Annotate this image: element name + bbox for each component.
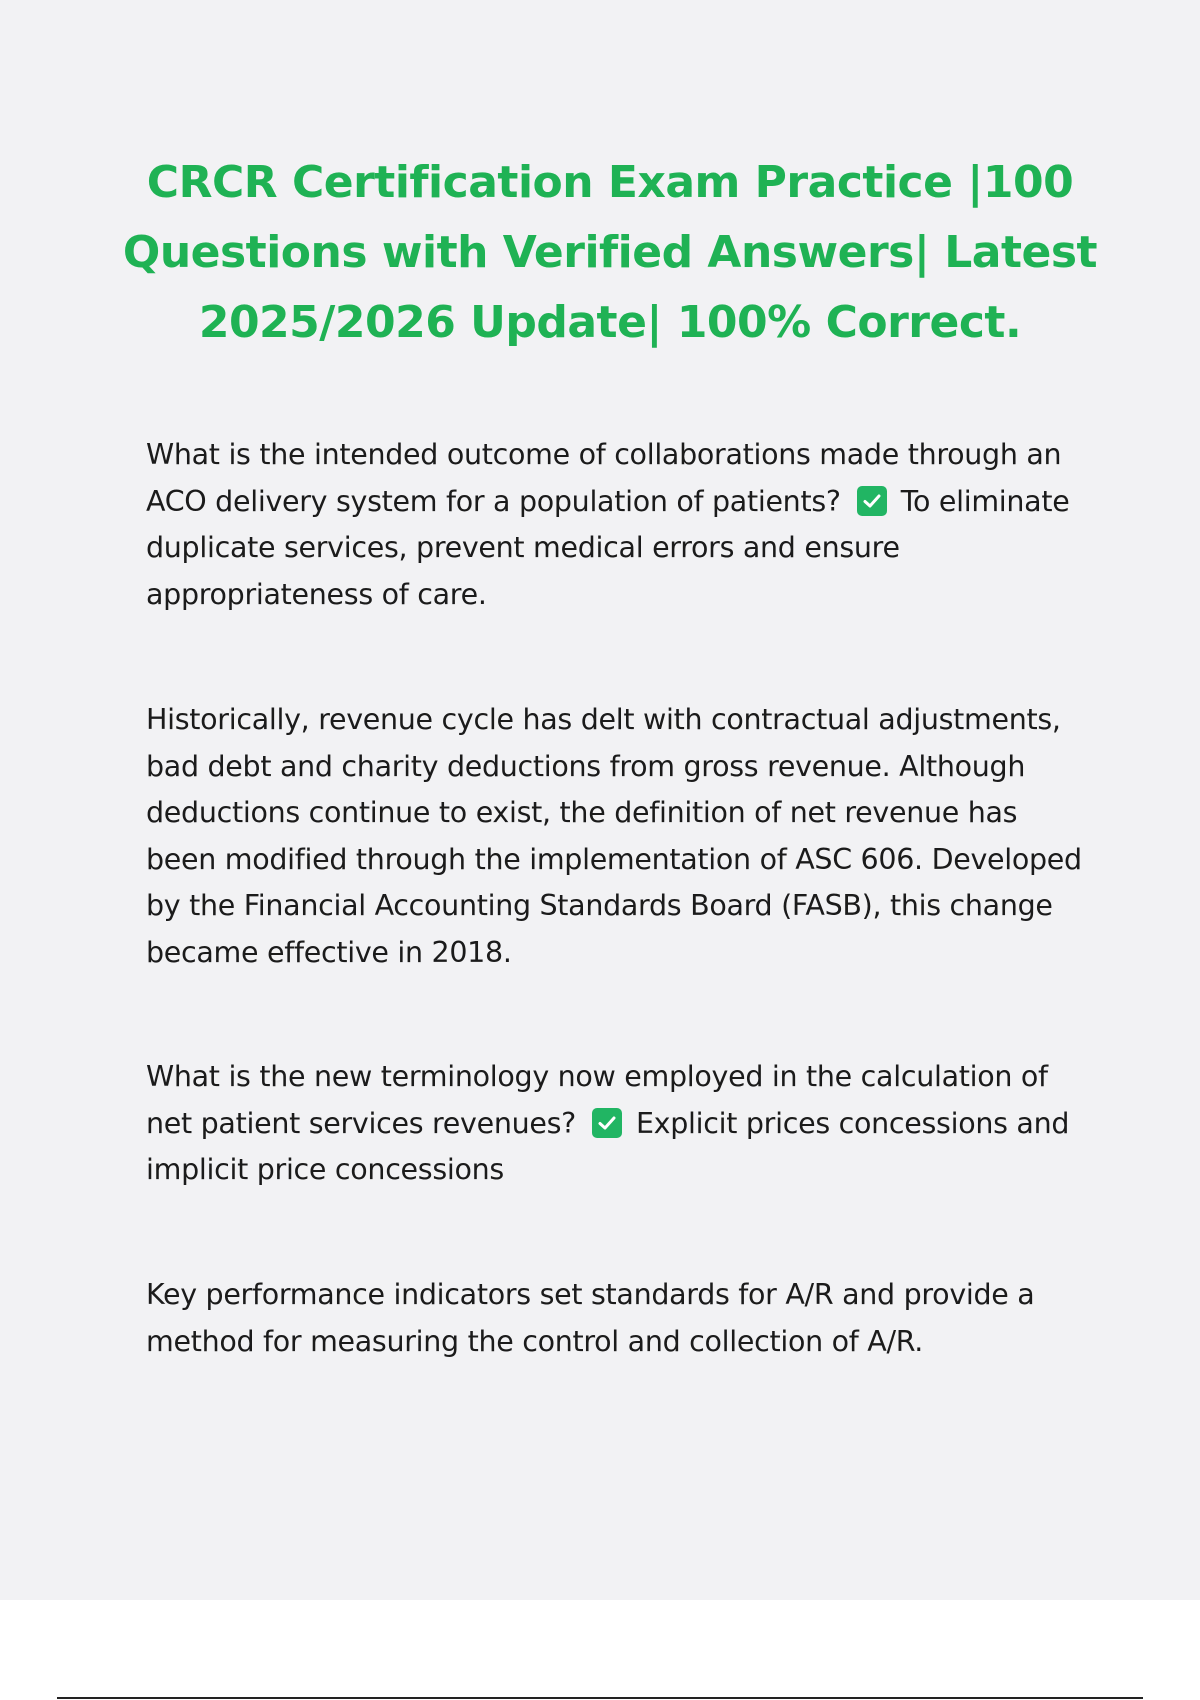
info-text: Key performance indicators set standards for A/R and provide a method for measuring the control and collection of A/R. — [146, 1278, 1035, 1358]
qa-item-aco-outcome — [146, 432, 1086, 618]
check-mark-button-icon — [857, 486, 887, 516]
question-text: What is the intended outcome of collaborations made through an ACO delivery system for a population of patients? — [146, 438, 1062, 518]
qa-item-net-revenue-terminology — [146, 1054, 1086, 1194]
info-item-kpi — [146, 1272, 1086, 1365]
info-item-asc-606 — [146, 697, 1086, 976]
footer-divider — [57, 1697, 1143, 1699]
check-mark-button-icon — [592, 1108, 622, 1138]
question-text: What is the new terminology now employed in the calculation of net patient services revenues? — [146, 1060, 1048, 1140]
answer-text: To eliminate duplicate services, prevent medical errors and ensure appropriateness of care. — [146, 484, 1070, 611]
document-title: CRCR Certification Exam Practice |100 Questions with Verified Answers| Latest 2025/2026 Update| 100% Correct. — [122, 157, 1098, 348]
info-text: Historically, revenue cycle has delt with contractual adjustments, bad debt and charity deductions from gross revenue. Although deductions continue to exist, the definition of net revenue has been modified through the implementation of ASC 606. Developed by the Financial Accounting Standards Board (FASB), this change became effective in 2018. — [146, 703, 1082, 969]
answer-text: Explicit prices concessions and implicit price concessions — [146, 1106, 1070, 1186]
